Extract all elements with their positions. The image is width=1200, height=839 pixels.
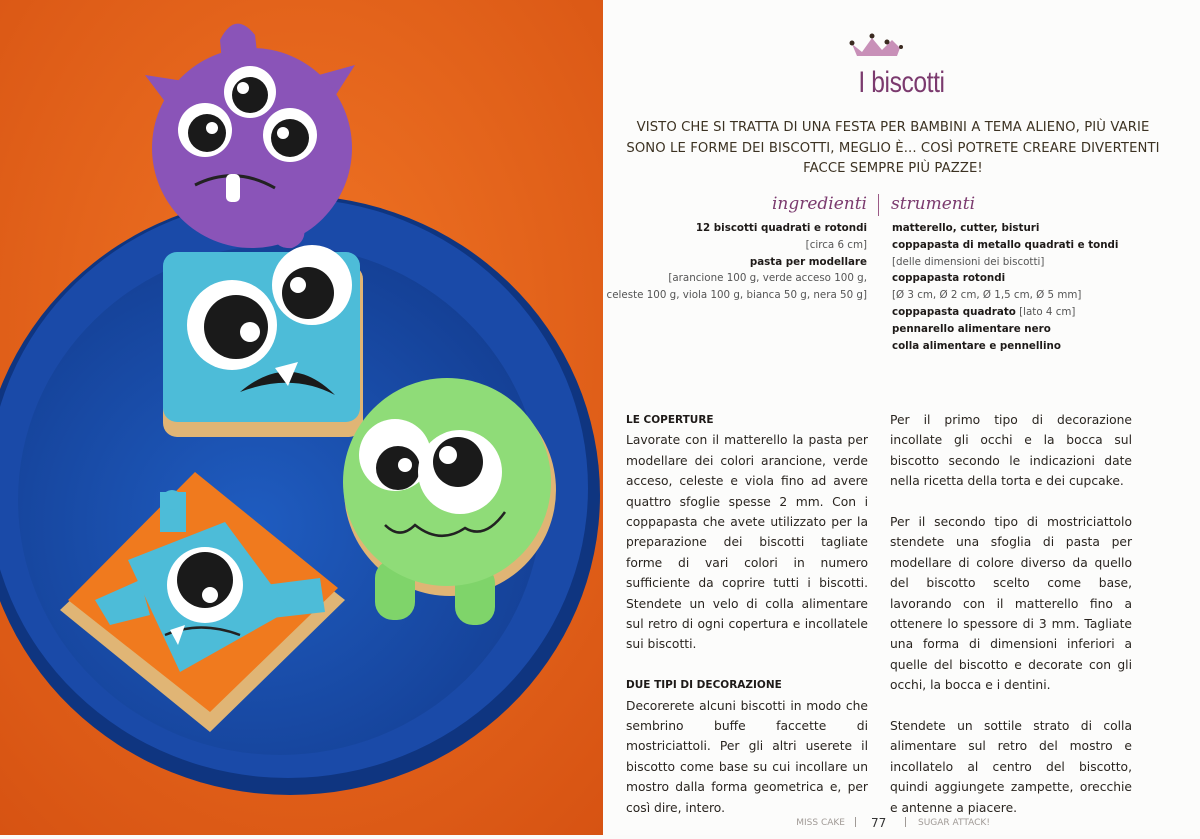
paragraph: Stendete un sottile strato di colla alimentare sul retro del mostro e incollatelo al centro del biscotto, quindi aggiungete zampette, orecchie e antenne a piacere. <box>890 719 1132 815</box>
tool-item: coppapasta quadrato <box>892 305 1016 318</box>
heading-divider <box>878 194 879 216</box>
section-heading: DUE TIPI DI DECORAZIONE <box>626 679 782 692</box>
body-column-right <box>890 410 1132 838</box>
blue-square-cookie <box>163 245 363 437</box>
intro-text: VISTO CHE SI TRATTA DI UNA FESTA PER BAMBINI A TEMA ALIENO, PIÙ VARIE SONO LE FORME DEI BISCOTTI, MEGLIO È... COSÌ POTRETE CREARE DIVERTENTI FACCE SEMPRE PIÙ PAZZE! <box>626 120 1160 176</box>
paragraph: Decorerete alcuni biscotti in modo che sembrino buffe faccette di mostriciattoli. Per gli altri userete il biscotto come base su cui incollare un mostro dalla forma geometrica e, per così dire, intero. <box>626 698 868 815</box>
page-number: 77 <box>871 816 887 830</box>
paragraph: Per il primo tipo di decorazione incollate gli occhi e la bocca sul biscotto secondo le indicazioni date nella ricetta della torta e dei cupcake. <box>890 413 1132 489</box>
body-column-left <box>626 410 868 839</box>
ingredient-item: pasta per modellare <box>749 255 867 268</box>
tool-item: pennarello alimentare nero <box>892 322 1051 335</box>
tool-item: matterello, cutter, bisturi <box>892 222 1040 234</box>
tool-item: coppapasta rotondi <box>892 272 1006 285</box>
paragraph: Per il secondo tipo di mostriciattolo stendete una sfoglia di pasta per modellare di colore diverso da quello del biscotto scelto come base, lavorando con il matterello fino a ottenere lo spessore di 3 mm. Tagliate una forma di dimensioni inferiori a quelle del biscotto e decorate con gli occhi, la bocca e i dentini. <box>890 515 1132 693</box>
tool-note: [Ø 3 cm, Ø 2 cm, Ø 1,5 cm, Ø 5 mm] <box>892 289 1082 302</box>
ingredient-note: [arancione 100 g, verde acceso 100 g, <box>668 272 867 285</box>
footer-divider <box>855 817 856 827</box>
tools-heading: strumenti <box>891 194 976 214</box>
recipe-page <box>603 0 1200 835</box>
tool-note: [lato 4 cm] <box>1019 305 1076 318</box>
page-title: I biscotti <box>858 66 945 99</box>
paragraph: Lavorate con il matterello la pasta per modellare dei colori arancione, verde acceso, celeste e viola fino ad avere quattro sfoglie spesse 2 mm. Con i coppapasta che avete utilizzato per la preparazione dei biscotti tagliate forme di vari colori in numero sufficiente da coprire tutti i biscotti. Stendete un velo di colla alimentare sul retro di ogni copertura e incollatele sui biscotti. <box>626 433 868 652</box>
section-heading: LE COPERTURE <box>626 414 714 426</box>
ingredient-note: [circa 6 cm] <box>805 238 867 251</box>
ingredients-list <box>607 220 867 304</box>
footer-book-title: MISS CAKE <box>796 818 845 828</box>
ingredient-note: celeste 100 g, viola 100 g, bianca 50 g, nera 50 g] <box>606 289 867 302</box>
tool-note: [delle dimensioni dei biscotti] <box>892 255 1045 268</box>
ingredients-heading: ingredienti <box>771 194 867 214</box>
ingredient-item: 12 biscotti quadrati e rotondi <box>695 222 867 234</box>
tools-list <box>892 220 1118 354</box>
crown-icon <box>847 30 907 60</box>
footer-chapter: SUGAR ATTACK! <box>918 818 990 828</box>
tool-item: colla alimentare e pennellino <box>892 339 1061 352</box>
footer-divider <box>905 817 906 827</box>
tool-item: coppapasta di metallo quadrati e tondi <box>892 238 1119 251</box>
